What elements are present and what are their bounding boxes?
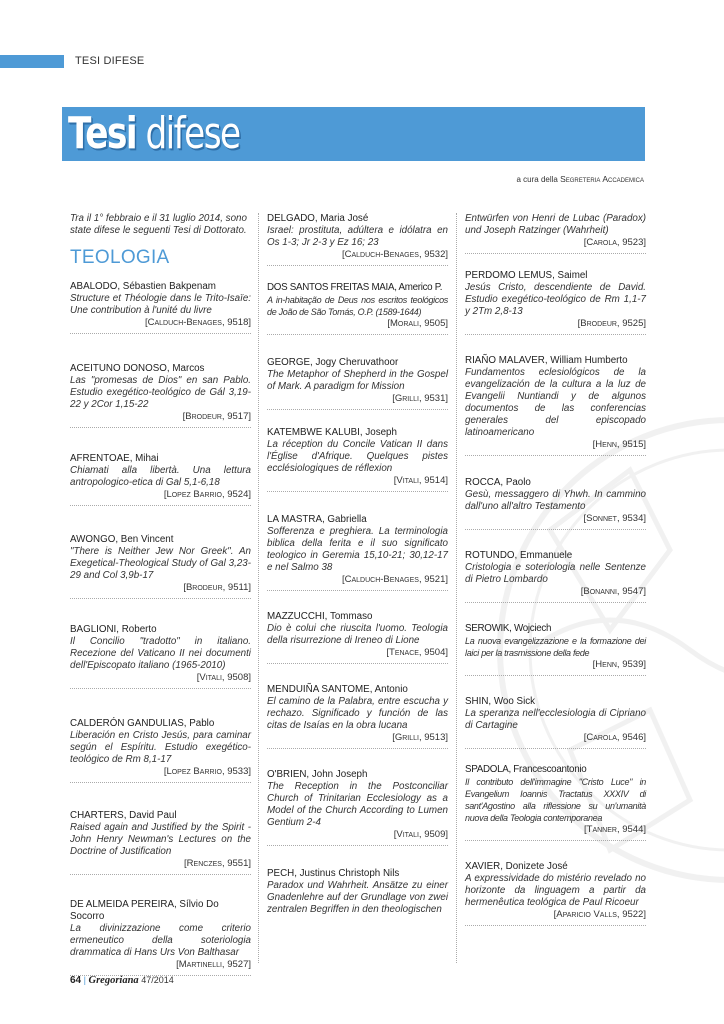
entry-divider — [267, 748, 448, 749]
entry-divider — [465, 529, 646, 530]
entry-divider — [267, 663, 448, 664]
entry-reference: [Tanner, 9544] — [584, 824, 646, 835]
entry-divider — [465, 748, 646, 749]
entry-reference: [Grilli, 9513] — [392, 732, 448, 743]
intro-text: Tra il 1° febbraio e il 31 luglio 2014, sono state difese le seguenti Tesi di Dottorato. — [70, 213, 247, 236]
entry-author: PERDOMO LEMUS, Saimel — [465, 270, 588, 281]
thesis-entry — [267, 684, 448, 749]
entry-title: Entwürfen von Henri de Lubac (Paradox) und Joseph Ratzinger (Wahrheit) — [465, 213, 646, 236]
entry-divider — [70, 874, 251, 875]
entry-divider — [465, 602, 646, 603]
entry-reference: [Morali, 9505] — [387, 318, 448, 329]
entry-title: A in-habitação de Deus nos escritos teológicos de João de São Tomás, O.P. (1589-1644) — [267, 295, 448, 317]
entry-divider — [70, 427, 251, 428]
entry-reference: [Martinelli, 9527] — [176, 959, 251, 970]
thesis-entry — [465, 213, 646, 254]
entry-title: La divinizzazione come criterio ermeneutico della soteriologia drammatica di Hans Urs Von Balthasar — [70, 923, 251, 958]
entry-author: CHARTERS, David Paul — [70, 810, 177, 821]
journal-name: Gregoriana — [88, 975, 139, 986]
entry-title: Dio è colui che riuscita l'uomo. Teologia della risurrezione di Ireneo di Lione — [267, 623, 448, 646]
entry-divider — [465, 925, 646, 926]
thesis-entry — [465, 355, 646, 456]
column-1 — [70, 213, 251, 976]
section-heading: TEOLOGIA — [70, 247, 170, 268]
entry-author: RIAÑO MALAVER, William Humberto — [465, 355, 628, 366]
entry-divider — [267, 845, 448, 846]
entry-title: Il Concilio "tradotto" in italiano. Recezione del Vaticano II nei documenti dell'Episcopato italiano (1965-2010) — [70, 636, 251, 671]
thesis-entry — [267, 769, 448, 846]
entry-reference: [Calduch-Benages, 9532] — [341, 249, 448, 260]
entry-author: AFRENTOAE, Mihai — [70, 453, 159, 464]
entry-author: ACEITUNO DONOSO, Marcos — [70, 363, 205, 374]
entry-author: ROTUNDO, Emmanuele — [465, 550, 573, 561]
thesis-entry — [70, 810, 251, 875]
entry-title: Il contributo dell'immagine "Cristo Luce" in Evangelium Ioannis Tractatus XXXIV di sant'Agostino alla riflessione su un'umanità nuova della Teologia contemporanea — [465, 777, 646, 823]
thesis-entry — [70, 363, 251, 428]
entry-title: Structure et Théologie dans le Trito-Isaïe: Une contribution à l'unité du livre — [70, 293, 251, 316]
entry-author: CALDERÓN GANDULIAS, Pablo — [70, 718, 215, 729]
entry-author: SPADOLA, Francescoantonio — [465, 764, 587, 775]
entry-author: DE ALMEIDA PEREIRA, Sílvio Do Socorro — [70, 899, 219, 922]
entry-reference: [Vitali, 9514] — [393, 475, 448, 486]
thesis-entry — [267, 611, 448, 664]
entry-author: PECH, Justinus Christoph Nils — [267, 868, 400, 879]
entry-title: Gesù, messaggero di Yhwh. In cammino dall'uno all'altro Testamento — [465, 489, 646, 512]
editor-prefix: a cura della — [516, 175, 558, 184]
entry-title: Jesús Cristo, descendiente de David. Estudio exegético-teológico de Rm 1,1-7 y 2Tm 2,8-13 — [465, 282, 646, 317]
entry-author: DOS SANTOS FREITAS MAIA, Americo P. — [267, 282, 443, 293]
entry-author: DELGADO, Maria José — [267, 213, 369, 224]
page-title — [68, 106, 240, 162]
column-3 — [465, 213, 646, 926]
thesis-entry — [267, 357, 448, 410]
entry-title: The Reception in the Postconciliar Church of Trinitarian Ecclesiology as a Model of the Church According to Lumen Gentium 2-4 — [267, 781, 448, 828]
entry-divider — [267, 491, 448, 492]
entry-reference: [Tenace, 9504] — [386, 647, 448, 658]
entry-title: La speranza nell'ecclesiologia di Cipriano di Cartagine — [465, 708, 646, 731]
thesis-entry — [70, 718, 251, 783]
entry-title: Sofferenza e preghiera. La terminologia biblica della ferita e il suo significato teologico in Geremia 15,10-21; 30,12-17 e nel Salmo 38 — [267, 526, 448, 573]
entry-divider — [465, 253, 646, 254]
entry-reference: [Henn, 9539] — [592, 659, 646, 670]
entry-divider — [70, 333, 251, 334]
entry-divider — [70, 598, 251, 599]
thesis-entry — [267, 282, 448, 335]
entry-divider — [267, 334, 448, 335]
entry-divider — [267, 409, 448, 410]
thesis-entry — [267, 514, 448, 591]
entry-divider — [267, 590, 448, 591]
page-title-word-2: difese — [145, 108, 240, 159]
thesis-entry — [465, 764, 646, 841]
entry-reference: [Vitali, 9509] — [393, 829, 448, 840]
entry-title: Paradox und Wahrheit. Ansätze zu einer Gnadenlehre auf der Grundlage von zwei zentralen Begriffen in den theologischen — [267, 880, 448, 915]
entry-reference: [Brodeur, 9517] — [182, 411, 251, 422]
entry-reference: [Aparicio Valls, 9522] — [553, 909, 646, 920]
entry-title: La nuova evangelizzazione e la formazione dei laici per la trasmissione della fede — [465, 636, 646, 658]
editor-name: Segreteria Accademica — [560, 174, 644, 184]
thesis-entry — [267, 868, 448, 916]
thesis-entry — [465, 270, 646, 335]
entry-title: Liberación en Cristo Jesús, para caminar según el Espíritu. Estudio exegético-teológico de Rm 8,1-17 — [70, 730, 251, 765]
entry-reference: [Calduch-Benages, 9518] — [144, 317, 251, 328]
issue-number: 47/2014 — [141, 975, 174, 985]
entry-divider — [465, 675, 646, 676]
thesis-entry — [465, 861, 646, 926]
entry-reference: [Lopez Barrio, 9524] — [163, 489, 251, 500]
entry-reference: [Calduch-Benages, 9521] — [341, 574, 448, 585]
entry-reference: [Lopez Barrio, 9533] — [163, 766, 251, 777]
thesis-entry — [70, 899, 251, 976]
page-number: 64 — [70, 975, 82, 986]
editor-credit — [516, 174, 644, 184]
entry-author: MAZZUCCHI, Tommaso — [267, 611, 373, 622]
entry-reference: [Renczes, 9551] — [184, 858, 251, 869]
entry-author: BAGLIONI, Roberto — [70, 624, 157, 635]
thesis-entry — [70, 624, 251, 689]
column-separator — [258, 213, 259, 963]
entry-author: AWONGO, Ben Vincent — [70, 534, 174, 545]
entry-author: XAVIER, Donizete José — [465, 861, 568, 872]
thesis-entry — [465, 623, 646, 676]
thesis-entry — [70, 534, 251, 599]
thesis-entry — [465, 477, 646, 530]
thesis-entry — [267, 427, 448, 492]
entry-reference: [Carola, 9546] — [583, 732, 646, 743]
section-label: TESI DIFESE — [75, 55, 145, 67]
entry-title: A expressividade do mistério revelado no horizonte da linguagem a partir da hermenêutica teológica de Paul Ricoeur — [465, 873, 646, 908]
entry-divider — [70, 688, 251, 689]
entry-author: ROCCA, Paolo — [465, 477, 531, 488]
entry-reference: [Grilli, 9531] — [392, 393, 448, 404]
entry-divider — [70, 782, 251, 783]
entry-title: Israel: prostituta, adúltera e idólatra en Os 1-3; Jr 2-3 y Ez 16; 23 — [267, 225, 448, 248]
entry-title: Raised again and Justified by the Spirit - John Henry Newman's Lectures on the Doctrine of Justification — [70, 822, 251, 857]
thesis-entry — [465, 696, 646, 749]
entry-title: Chiamati alla libertà. Una lettura antropologico-etica di Gal 5,1-6,18 — [70, 465, 251, 488]
entry-divider — [267, 265, 448, 266]
column-separator — [456, 213, 457, 963]
entry-title: El camino de la Palabra, entre escucha y rechazo. Significado y función de las citas de Isaías en la obra lucana — [267, 696, 448, 731]
entry-reference: [Brodeur, 9525] — [577, 318, 646, 329]
page-title-word-1: Tesi — [68, 108, 137, 159]
entry-author: O'BRIEN, John Joseph — [267, 769, 368, 780]
entry-divider — [70, 505, 251, 506]
page-footer — [70, 975, 174, 986]
thesis-entry — [70, 453, 251, 506]
entry-divider — [465, 334, 646, 335]
entry-title: "There is Neither Jew Nor Greek". An Exegetical-Theological Study of Gal 3,23-29 and Col 3,9b-17 — [70, 546, 251, 581]
entry-author: KATEMBWE KALUBI, Joseph — [267, 427, 397, 438]
entry-author: GEORGE, Jogy Cheruvathoor — [267, 357, 399, 368]
section-marker-bar — [0, 55, 64, 68]
column-2 — [267, 213, 448, 916]
entry-reference: [Vitali, 9508] — [196, 672, 251, 683]
thesis-entry — [70, 281, 251, 334]
thesis-entry — [465, 550, 646, 603]
entry-title: Fundamentos eclesiológicos de la evangelización de la cultura a la luz de Evangelii Nuntiandi y de algunos documentos de las conferencias generales del episcopado latinoamericano — [465, 367, 646, 438]
entry-reference: [Bonanni, 9547] — [580, 586, 646, 597]
entry-title: The Metaphor of Shepherd in the Gospel of Mark. A paradigm for Mission — [267, 369, 448, 392]
entry-author: SEROWIK, Wojciech — [465, 623, 552, 634]
entry-reference: [Carola, 9523] — [583, 237, 646, 248]
entry-title: Cristologia e soteriologia nelle Sentenze di Pietro Lombardo — [465, 562, 646, 585]
entry-reference: [Henn, 9515] — [592, 439, 646, 450]
entry-author: LA MASTRA, Gabriella — [267, 514, 367, 525]
entry-author: ABALODO, Sébastien Bakpenam — [70, 281, 216, 292]
entry-author: SHIN, Woo Sick — [465, 696, 536, 707]
entry-title: Las "promesas de Dios" en san Pablo. Estudio exegético-teológico de Gál 3,19-22 y 2Cor 1,15-22 — [70, 375, 251, 410]
entry-divider — [465, 455, 646, 456]
entry-reference: [Brodeur, 9511] — [183, 582, 251, 593]
entry-reference: [Sonnet, 9534] — [583, 513, 646, 524]
entry-title: La réception du Concile Vatican II dans l'Église d'Afrique. Quelques pistes ecclésiologiques de réflexion — [267, 439, 448, 474]
footer-separator: | — [83, 975, 86, 985]
entry-author: MENDUIÑA SANTOME, Antonio — [267, 684, 408, 695]
thesis-entry — [267, 213, 448, 266]
entry-divider — [465, 840, 646, 841]
